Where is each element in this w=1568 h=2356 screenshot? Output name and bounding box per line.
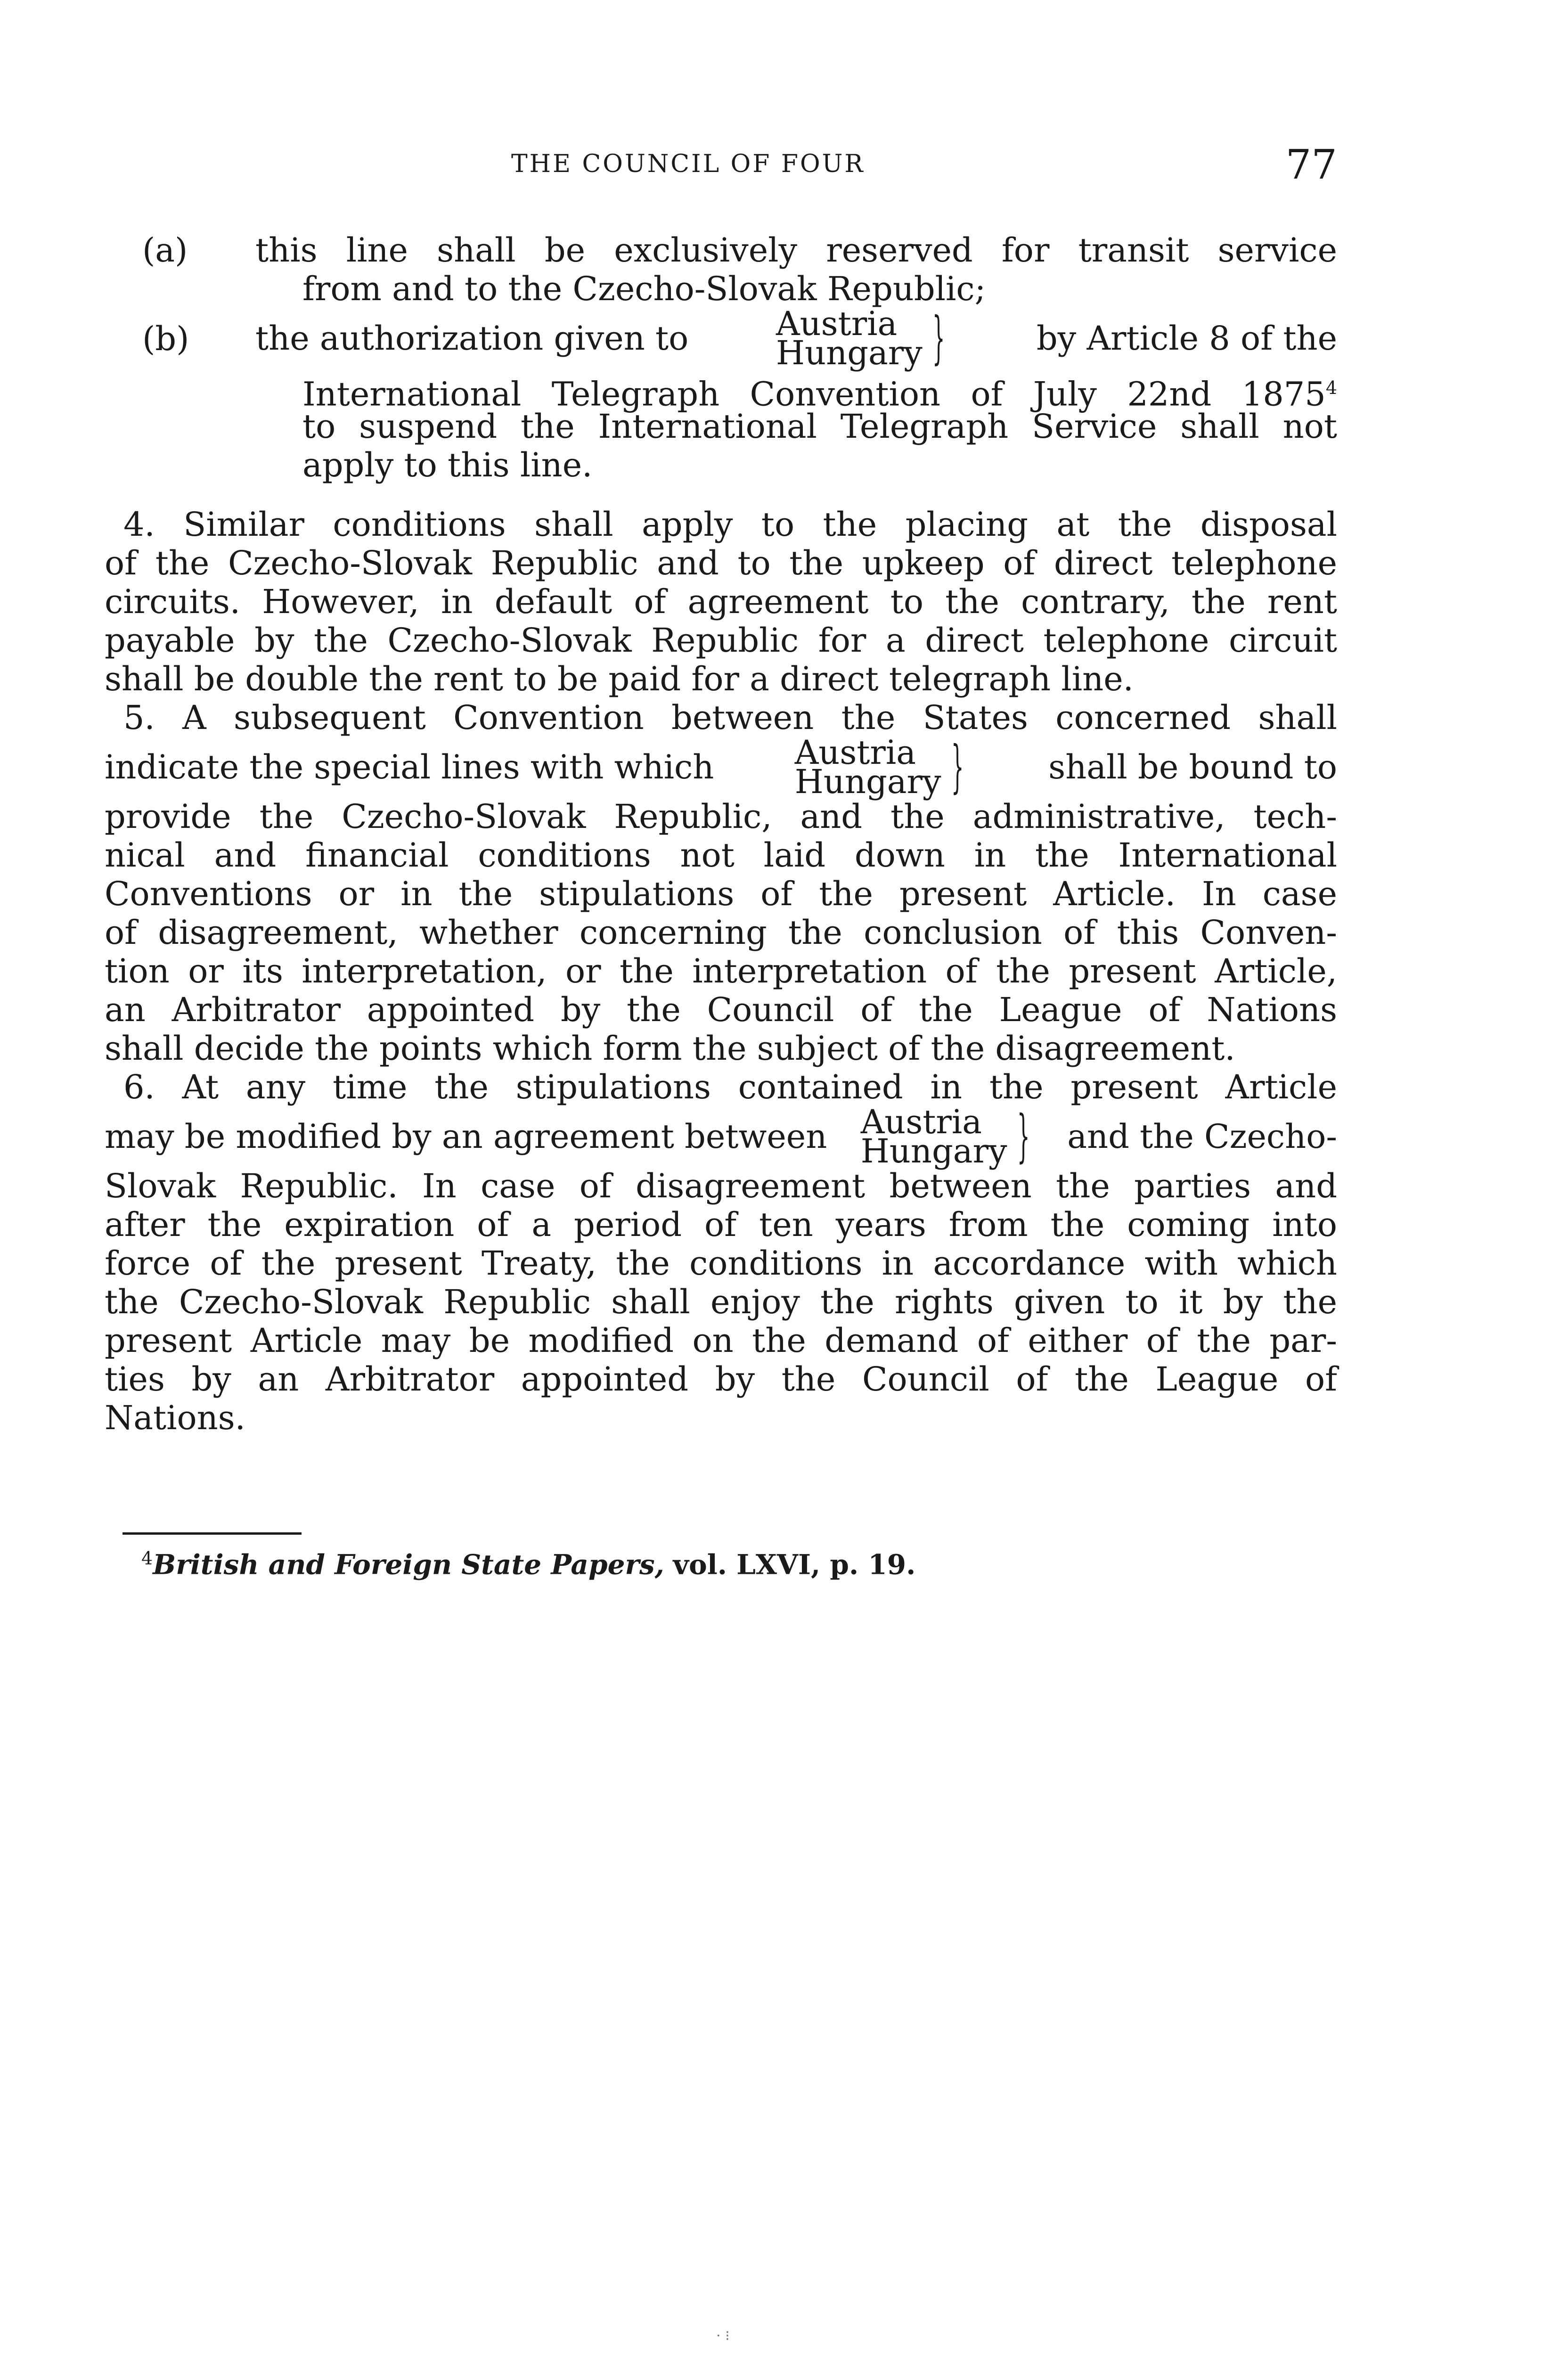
item-b-line-1 — [255, 304, 1337, 372]
stack-6-bottom: Hungary — [860, 1132, 1007, 1170]
stack-5 — [794, 733, 941, 801]
item-b-post: by Article 8 of the — [1036, 319, 1337, 358]
paragraph-6 — [105, 1068, 1337, 1437]
scan-specks: · ⁝ — [716, 2328, 730, 2344]
footnote-marker: 4 — [141, 1548, 153, 1569]
stack-5-bottom: Hungary — [794, 762, 941, 801]
stack-b-top: Austria — [776, 304, 898, 343]
para5-line-9: shall decide the points which form the subject of the disagreement. — [105, 1029, 1235, 1068]
footnote-source-title: British and Foreign State Papers, — [153, 1548, 664, 1581]
paragraph-4 — [105, 505, 1337, 698]
item-b-line-2 — [302, 368, 1337, 414]
footnote-volume: vol. LXVI, p. 19. — [673, 1548, 916, 1581]
para4-line-3: circuits. However, in default of agreement to the contrary, the rent — [105, 582, 1337, 621]
austria-hungary-stack-b — [773, 304, 952, 372]
para4-line-2: of the Czecho-Slovak Republic and to the upkeep of direct telephone — [105, 544, 1337, 582]
item-label-b: (b) — [142, 319, 189, 358]
para5-line-4: nical and financial conditions not laid down in the International — [105, 836, 1337, 875]
footnote-ref: 4 — [1325, 377, 1337, 398]
stack-b — [776, 304, 923, 372]
para6-line-6: the Czecho-Slovak Republic shall enjoy the rights given to it by the — [105, 1283, 1337, 1321]
footnote-rule — [122, 1532, 302, 1535]
para5-line-2-pre: indicate the special lines with which — [105, 748, 714, 786]
para4-line-1: 4. Similar conditions shall apply to the placing at the disposal — [123, 505, 1337, 544]
right-brace-icon: } — [932, 305, 945, 371]
para6-line-1: 6. At any time the stipulations contained in the present Article — [123, 1068, 1337, 1106]
running-title: THE COUNCIL OF FOUR — [511, 150, 865, 178]
right-brace-icon: } — [1017, 1104, 1030, 1169]
para6-line-3: Slovak Republic. In case of disagreement between the parties and — [105, 1167, 1337, 1205]
para6-line-2 — [105, 1103, 1337, 1170]
para6-line-7: present Article may be modified on the demand of either of the par- — [105, 1321, 1337, 1360]
austria-hungary-stack-6 — [858, 1103, 1037, 1170]
para5-line-1: 5. A subsequent Convention between the States concerned shall — [123, 698, 1337, 737]
item-a-line-2: from and to the Czecho-Slovak Republic; — [302, 270, 986, 308]
stack-5-top: Austria — [794, 733, 916, 772]
item-b-pre: the authorization given to — [255, 319, 689, 358]
running-head — [0, 141, 1568, 193]
para5-line-6: of disagreement, whether concerning the conclusion of this Conven- — [105, 913, 1337, 952]
paragraph-5 — [105, 698, 1337, 1068]
para6-line-2-pre: may be modified by an agreement between — [105, 1117, 827, 1156]
para5-line-3: provide the Czecho-Slovak Republic, and the administrative, tech- — [105, 797, 1337, 836]
para5-line-8: an Arbitrator appointed by the Council of the League of Nations — [105, 990, 1337, 1029]
stack-6 — [860, 1103, 1007, 1170]
para6-line-5: force of the present Treaty, the conditions in accordance with which — [105, 1244, 1337, 1283]
page-number: 77 — [1285, 141, 1337, 188]
paragraph-gap — [105, 484, 1337, 505]
list-item-a — [105, 231, 1337, 308]
item-a-line-1: this line shall be exclusively reserved for transit service — [255, 231, 1337, 270]
stack-b-bottom: Hungary — [776, 334, 923, 372]
stack-6-top: Austria — [860, 1103, 982, 1141]
para5-line-5: Conventions or in the stipulations of the present Article. In case — [105, 875, 1337, 913]
item-label-a: (a) — [142, 231, 188, 270]
list-item-b — [105, 304, 1337, 484]
para6-line-2-post: and the Czecho- — [1067, 1117, 1337, 1156]
para5-line-2 — [105, 733, 1337, 801]
para4-line-4: payable by the Czecho-Slovak Republic for a direct telephone circuit — [105, 621, 1337, 660]
para6-line-9: Nations. — [105, 1399, 245, 1437]
para6-line-4: after the expiration of a period of ten years from the coming into — [105, 1205, 1337, 1244]
footnote — [141, 1548, 915, 1580]
para4-line-5: shall be double the rent to be paid for a direct telegraph line. — [105, 660, 1134, 698]
item-b-line-4: apply to this line. — [302, 446, 593, 484]
austria-hungary-stack-5 — [792, 733, 971, 801]
para6-line-8: ties by an Arbitrator appointed by the Council of the League of — [105, 1360, 1337, 1399]
right-brace-icon: } — [951, 734, 964, 800]
para5-line-7: tion or its interpretation, or the interpretation of the present Article, — [105, 952, 1337, 990]
item-b-line-2-text: International Telegraph Convention of July 22nd 1875 — [302, 375, 1326, 414]
item-b-line-3: to suspend the International Telegraph Service shall not — [302, 407, 1337, 446]
body-text — [105, 231, 1337, 1437]
para5-line-2-post: shall be bound to — [1048, 748, 1337, 786]
